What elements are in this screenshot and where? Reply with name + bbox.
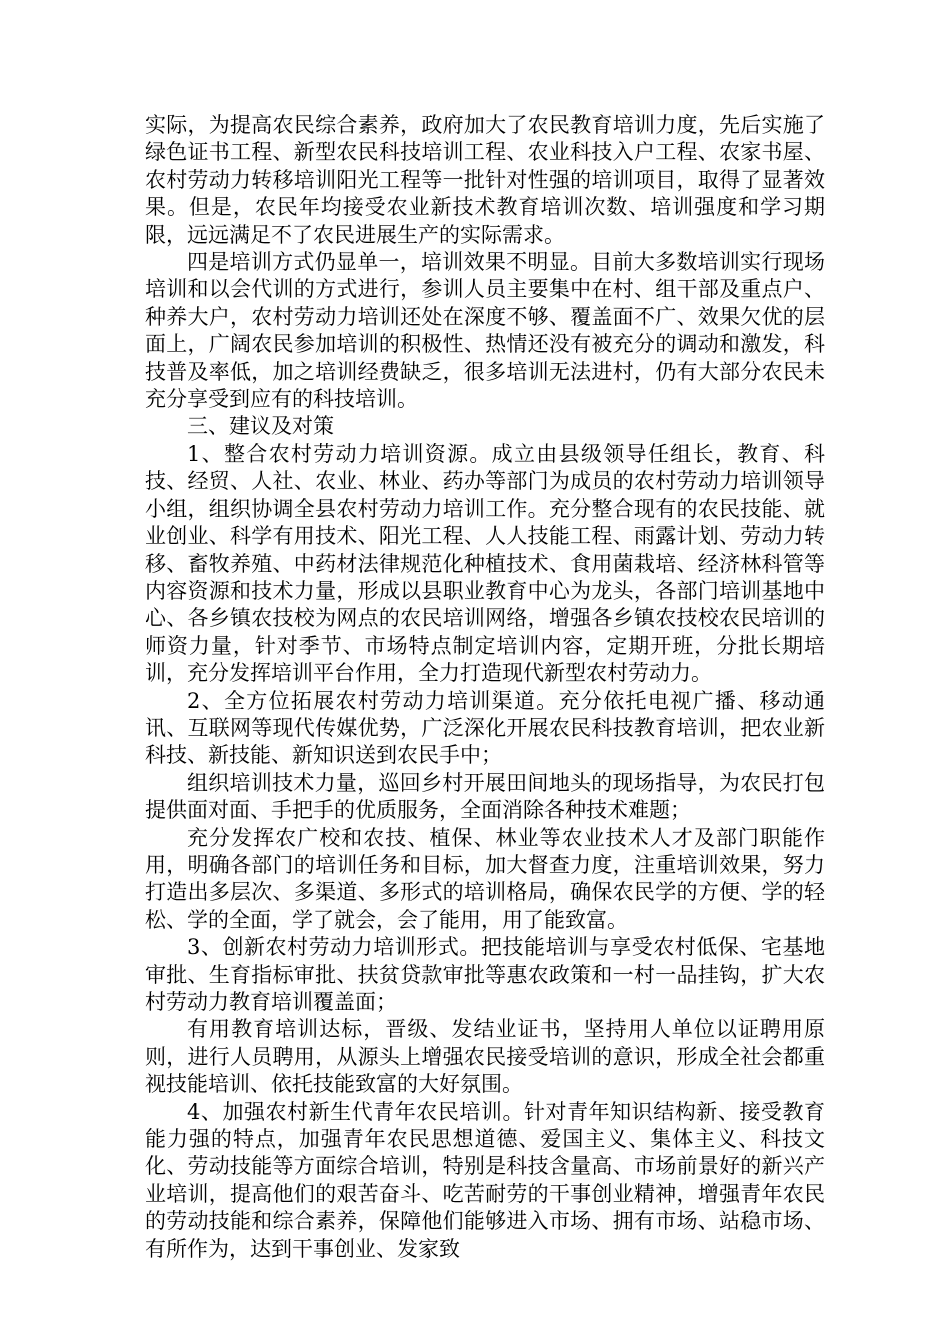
section-heading-suggestions: 三、建议及对策 bbox=[187, 414, 334, 439]
paragraph-item-1: 1、整合农村劳动力培训资源。成立由县级领导任组长，教育、科技、经贸、人社、农业、林业、药办等部门为成员的农村劳动力培训领导小组，组织协调全县农村劳动力培训工作。充分整合现有的农民技能、就业创业、科学有用技术、阳光工程、人人技能工程、雨露计划、劳动力转移、畜牧养殖、中药材法律规范化种植技术、食用菌栽培、经济林科管等内容资源和技术力量，形成以县职业教育中心为龙头，各部门培训基地中心、各乡镇农技校为网点的农民培训网络，增强各乡镇农技校农民培训的师资力量，针对季节、市场特点制定培训内容，定期开班，分批长期培训，充分发挥培训平台作用，全力打造现代新型农村劳动力。 bbox=[145, 441, 825, 686]
paragraph-item-2-guidance: 组织培训技术力量，巡回乡村开展田间地头的现场指导，为农民打包提供面对面、手把手的优质服务，全面消除各种技术难题； bbox=[145, 770, 825, 823]
paragraph-item-2-roles: 充分发挥农广校和农技、植保、林业等农业技术人才及部门职能作用，明确各部门的培训任务和目标，加大督查力度，注重培训效果，努力打造出多层次、多渠道、多形式的培训格局，确保农民学的方便、学的轻松、学的全面，学了就会，会了能用，用了能致富。 bbox=[145, 825, 825, 932]
paragraph-training-methods: 四是培训方式仍显单一，培训效果不明显。目前大多数培训实行现场培训和以会代训的方式进行，参训人员主要集中在村、组干部及重点户、种养大户，农村劳动力培训还处在深度不够、覆盖面不广、效果欠优的层面上，广阔农民参加培训的积极性、热情还没有被充分的调动和激发，科技普及率低，加之培训经费缺乏，很多培训无法进村，仍有大部分农民未充分享受到应有的科技培训。 bbox=[145, 250, 825, 412]
paragraph-item-4: 4、加强农村新生代青年农民培训。针对青年知识结构新、接受教育能力强的特点，加强青年农民思想道德、爱国主义、集体主义、科技文化、劳动技能等方面综合培训，特别是科技含量高、市场前景好的新兴产业培训，提高他们的艰苦奋斗、吃苦耐劳的干事创业精神，增强青年农民的劳动技能和综合素养，保障他们能够进入市场、拥有市场、站稳市场、有所作为，达到干事创业、发家致 bbox=[145, 1099, 825, 1261]
paragraph-continuation: 实际，为提高农民综合素养，政府加大了农民教育培训力度，先后实施了绿色证书工程、新型农民科技培训工程、农业科技入户工程、农家书屋、农村劳动力转移培训阳光工程等一批针对性强的培训项目，取得了显著效果。但是，农民年均接受农业新技术教育培训次数、培训强度和学习期限，远远满足不了农民进展生产的实际需求。 bbox=[145, 113, 825, 247]
paragraph-item-3: 3、创新农村劳动力培训形式。把技能培训与享受农村低保、宅基地审批、生育指标审批、扶贫贷款审批等惠农政策和一村一品挂钩，扩大农村劳动力教育培训覆盖面； bbox=[145, 935, 825, 1014]
paragraph-item-2: 2、全方位拓展农村劳动力培训渠道。充分依托电视广播、移动通讯、互联网等现代传媒优势，广泛深化开展农民科技教育培训，把农业新科技、新技能、新知识送到农民手中； bbox=[145, 688, 825, 768]
paragraph-item-3-certificates: 有用教育培训达标，晋级、发结业证书，坚持用人单位以证聘用原则，进行人员聘用，从源头上增强农民接受培训的意识，形成全社会都重视技能培训、依托技能致富的大好氛围。 bbox=[145, 1017, 825, 1097]
document-body bbox=[145, 112, 825, 1263]
